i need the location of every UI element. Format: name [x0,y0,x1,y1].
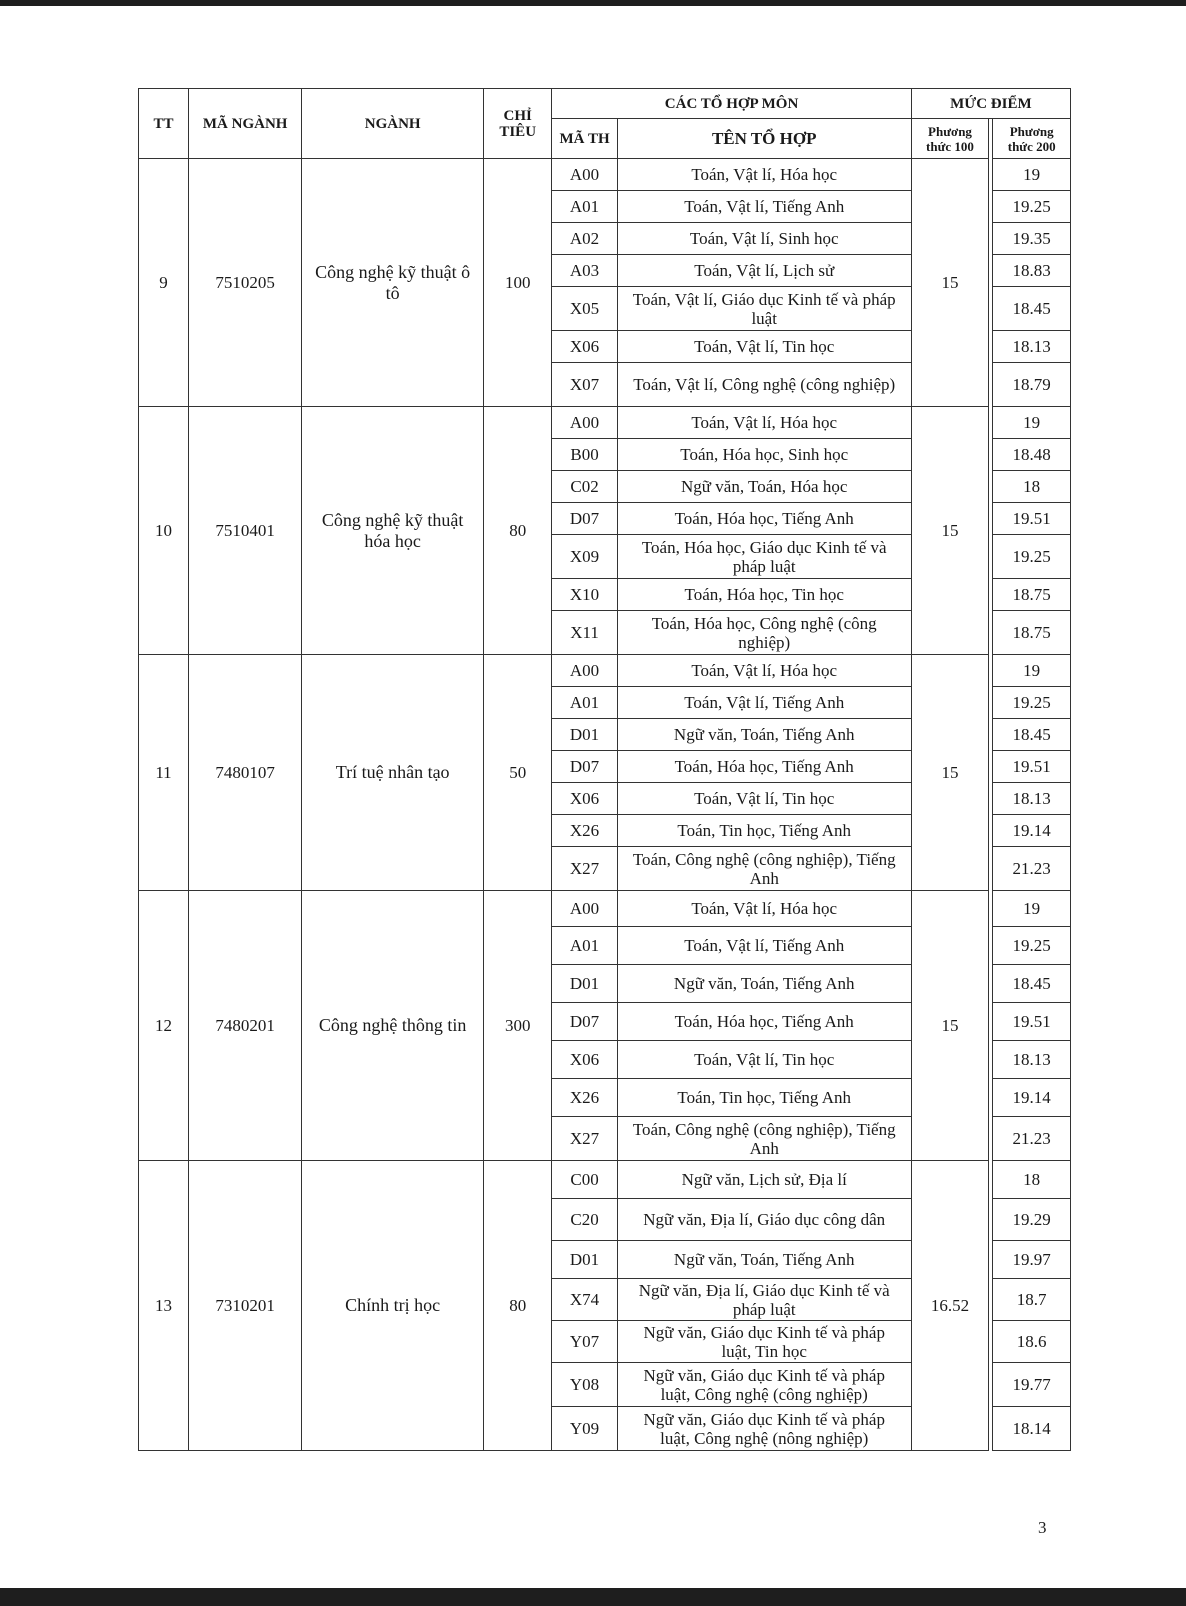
combo-name: Ngữ văn, Toán, Tiếng Anh [617,719,911,751]
header-chi-tieu: CHỈ TIÊU [484,89,552,159]
admission-score-table [138,88,1071,1451]
combo-code: C20 [552,1199,617,1241]
row-major-name: Công nghệ thông tin [302,891,484,1161]
row-quota: 100 [484,159,552,407]
combo-code: A00 [552,159,617,191]
combo-name: Toán, Hóa học, Giáo dục Kinh tế và pháp luật [617,535,911,579]
score-method-200: 18.13 [993,331,1071,363]
header-cac-to-hop-mon: CÁC TỔ HỢP MÔN [552,89,911,119]
combo-code: X11 [552,611,617,655]
combo-name: Toán, Vật lí, Lịch sử [617,255,911,287]
score-method-200: 18.14 [993,1407,1071,1451]
combo-code: A00 [552,891,617,927]
combo-name: Ngữ văn, Địa lí, Giáo dục Kinh tế và pháp luật [617,1279,911,1321]
score-method-200: 18.13 [993,783,1071,815]
combo-code: Y07 [552,1321,617,1363]
combo-code: X07 [552,363,617,407]
score-method-200: 19.51 [993,503,1071,535]
score-method-200: 18.79 [993,363,1071,407]
score-method-200: 19.25 [993,535,1071,579]
combo-name: Toán, Vật lí, Tiếng Anh [617,687,911,719]
combo-code: X06 [552,1041,617,1079]
row-major-name: Chính trị học [302,1161,484,1451]
combo-code: Y08 [552,1363,617,1407]
score-method-200: 18.45 [993,287,1071,331]
score-method-200: 18.13 [993,1041,1071,1079]
combo-code: X05 [552,287,617,331]
combo-code: A01 [552,927,617,965]
header-phuong-thuc-100: Phương thức 100 [911,119,989,159]
combo-name: Toán, Hóa học, Sinh học [617,439,911,471]
row-tt: 13 [139,1161,189,1451]
combo-code: A03 [552,255,617,287]
score-method-200: 18.6 [993,1321,1071,1363]
combo-code: D01 [552,965,617,1003]
page-number: 3 [1038,1518,1047,1537]
combo-name: Ngữ văn, Giáo dục Kinh tế và pháp luật, Công nghệ (nông nghiệp) [617,1407,911,1451]
combo-name: Toán, Vật lí, Hóa học [617,407,911,439]
combo-code: Y09 [552,1407,617,1451]
table-row [139,407,1071,439]
score-method-200: 21.23 [993,847,1071,891]
combo-name: Ngữ văn, Giáo dục Kinh tế và pháp luật, Tin học [617,1321,911,1363]
combo-code: X09 [552,535,617,579]
combo-name: Toán, Hóa học, Tiếng Anh [617,503,911,535]
combo-code: X26 [552,1079,617,1117]
score-method-200: 19.97 [993,1241,1071,1279]
combo-code: D07 [552,503,617,535]
combo-name: Toán, Hóa học, Tin học [617,579,911,611]
combo-name: Toán, Vật lí, Tin học [617,331,911,363]
header-ma-nganh: MÃ NGÀNH [189,89,302,159]
combo-name: Toán, Vật lí, Tin học [617,783,911,815]
row-major-code: 7510205 [189,159,302,407]
combo-code: X06 [552,783,617,815]
combo-code: D07 [552,751,617,783]
row-quota: 300 [484,891,552,1161]
score-method-200: 18.45 [993,965,1071,1003]
combo-name: Toán, Vật lí, Giáo dục Kinh tế và pháp luật [617,287,911,331]
combo-name: Toán, Vật lí, Hóa học [617,655,911,687]
score-method-200: 18.75 [993,611,1071,655]
combo-name: Toán, Tin học, Tiếng Anh [617,1079,911,1117]
header-nganh: NGÀNH [302,89,484,159]
score-method-100: 15 [911,655,989,891]
score-method-200: 18.45 [993,719,1071,751]
score-method-100: 15 [911,407,989,655]
combo-code: D07 [552,1003,617,1041]
row-tt: 9 [139,159,189,407]
combo-code: D01 [552,719,617,751]
combo-name: Toán, Hóa học, Công nghệ (công nghiệp) [617,611,911,655]
score-method-200: 18.7 [993,1279,1071,1321]
table-row [139,159,1071,191]
row-major-name: Công nghệ kỹ thuật hóa học [302,407,484,655]
score-method-200: 18 [993,1161,1071,1199]
combo-code: C02 [552,471,617,503]
score-method-200: 19 [993,891,1071,927]
score-method-200: 21.23 [993,1117,1071,1161]
combo-code: C00 [552,1161,617,1199]
combo-name: Toán, Vật lí, Sinh học [617,223,911,255]
combo-name: Toán, Vật lí, Tiếng Anh [617,191,911,223]
combo-code: X74 [552,1279,617,1321]
score-method-100: 15 [911,891,989,1161]
row-quota: 50 [484,655,552,891]
row-quota: 80 [484,1161,552,1451]
score-method-200: 19.25 [993,687,1071,719]
combo-code: D01 [552,1241,617,1279]
combo-name: Ngữ văn, Toán, Tiếng Anh [617,1241,911,1279]
score-method-200: 18.75 [993,579,1071,611]
header-phuong-thuc-200: Phương thức 200 [993,119,1071,159]
score-method-200: 19 [993,655,1071,687]
combo-name: Toán, Vật lí, Hóa học [617,891,911,927]
score-method-200: 18.83 [993,255,1071,287]
row-major-name: Trí tuệ nhân tạo [302,655,484,891]
score-method-100: 15 [911,159,989,407]
combo-code: X26 [552,815,617,847]
combo-name: Toán, Vật lí, Tin học [617,1041,911,1079]
combo-name: Ngữ văn, Địa lí, Giáo dục công dân [617,1199,911,1241]
combo-name: Toán, Công nghệ (công nghiệp), Tiếng Anh [617,1117,911,1161]
combo-name: Toán, Hóa học, Tiếng Anh [617,751,911,783]
combo-name: Ngữ văn, Toán, Tiếng Anh [617,965,911,1003]
row-quota: 80 [484,407,552,655]
table-row [139,891,1071,927]
document-page [0,6,1186,1588]
combo-code: A01 [552,191,617,223]
combo-code: B00 [552,439,617,471]
combo-name: Toán, Vật lí, Tiếng Anh [617,927,911,965]
row-major-code: 7480107 [189,655,302,891]
header-tt: TT [139,89,189,159]
combo-code: A01 [552,687,617,719]
score-method-200: 18 [993,471,1071,503]
combo-name: Toán, Công nghệ (công nghiệp), Tiếng Anh [617,847,911,891]
row-major-code: 7510401 [189,407,302,655]
header-row-1 [139,89,1071,119]
combo-code: X10 [552,579,617,611]
row-major-name: Công nghệ kỹ thuật ô tô [302,159,484,407]
score-method-200: 19.35 [993,223,1071,255]
combo-name: Ngữ văn, Toán, Hóa học [617,471,911,503]
row-tt: 12 [139,891,189,1161]
combo-name: Toán, Vật lí, Công nghệ (công nghiệp) [617,363,911,407]
score-method-200: 19 [993,407,1071,439]
combo-code: A02 [552,223,617,255]
table-row [139,1161,1071,1199]
score-method-200: 19.14 [993,815,1071,847]
header-ma-th: MÃ TH [552,119,617,159]
combo-code: X27 [552,847,617,891]
combo-name: Toán, Vật lí, Hóa học [617,159,911,191]
score-method-200: 18.48 [993,439,1071,471]
score-method-200: 19.51 [993,751,1071,783]
row-major-code: 7480201 [189,891,302,1161]
combo-code: X27 [552,1117,617,1161]
score-method-200: 19.14 [993,1079,1071,1117]
combo-code: X06 [552,331,617,363]
combo-name: Toán, Hóa học, Tiếng Anh [617,1003,911,1041]
score-method-200: 19 [993,159,1071,191]
combo-code: A00 [552,407,617,439]
score-method-200: 19.25 [993,927,1071,965]
combo-name: Ngữ văn, Giáo dục Kinh tế và pháp luật, Công nghệ (công nghiệp) [617,1363,911,1407]
header-ten-to-hop: TÊN TỔ HỢP [617,119,911,159]
combo-code: A00 [552,655,617,687]
score-method-200: 19.25 [993,191,1071,223]
score-method-200: 19.29 [993,1199,1071,1241]
header-muc-diem: MỨC ĐIỂM [911,89,1070,119]
combo-name: Ngữ văn, Lịch sử, Địa lí [617,1161,911,1199]
score-method-200: 19.51 [993,1003,1071,1041]
row-tt: 11 [139,655,189,891]
combo-name: Toán, Tin học, Tiếng Anh [617,815,911,847]
row-tt: 10 [139,407,189,655]
table-row [139,655,1071,687]
score-method-100: 16.52 [911,1161,989,1451]
row-major-code: 7310201 [189,1161,302,1451]
score-method-200: 19.77 [993,1363,1071,1407]
